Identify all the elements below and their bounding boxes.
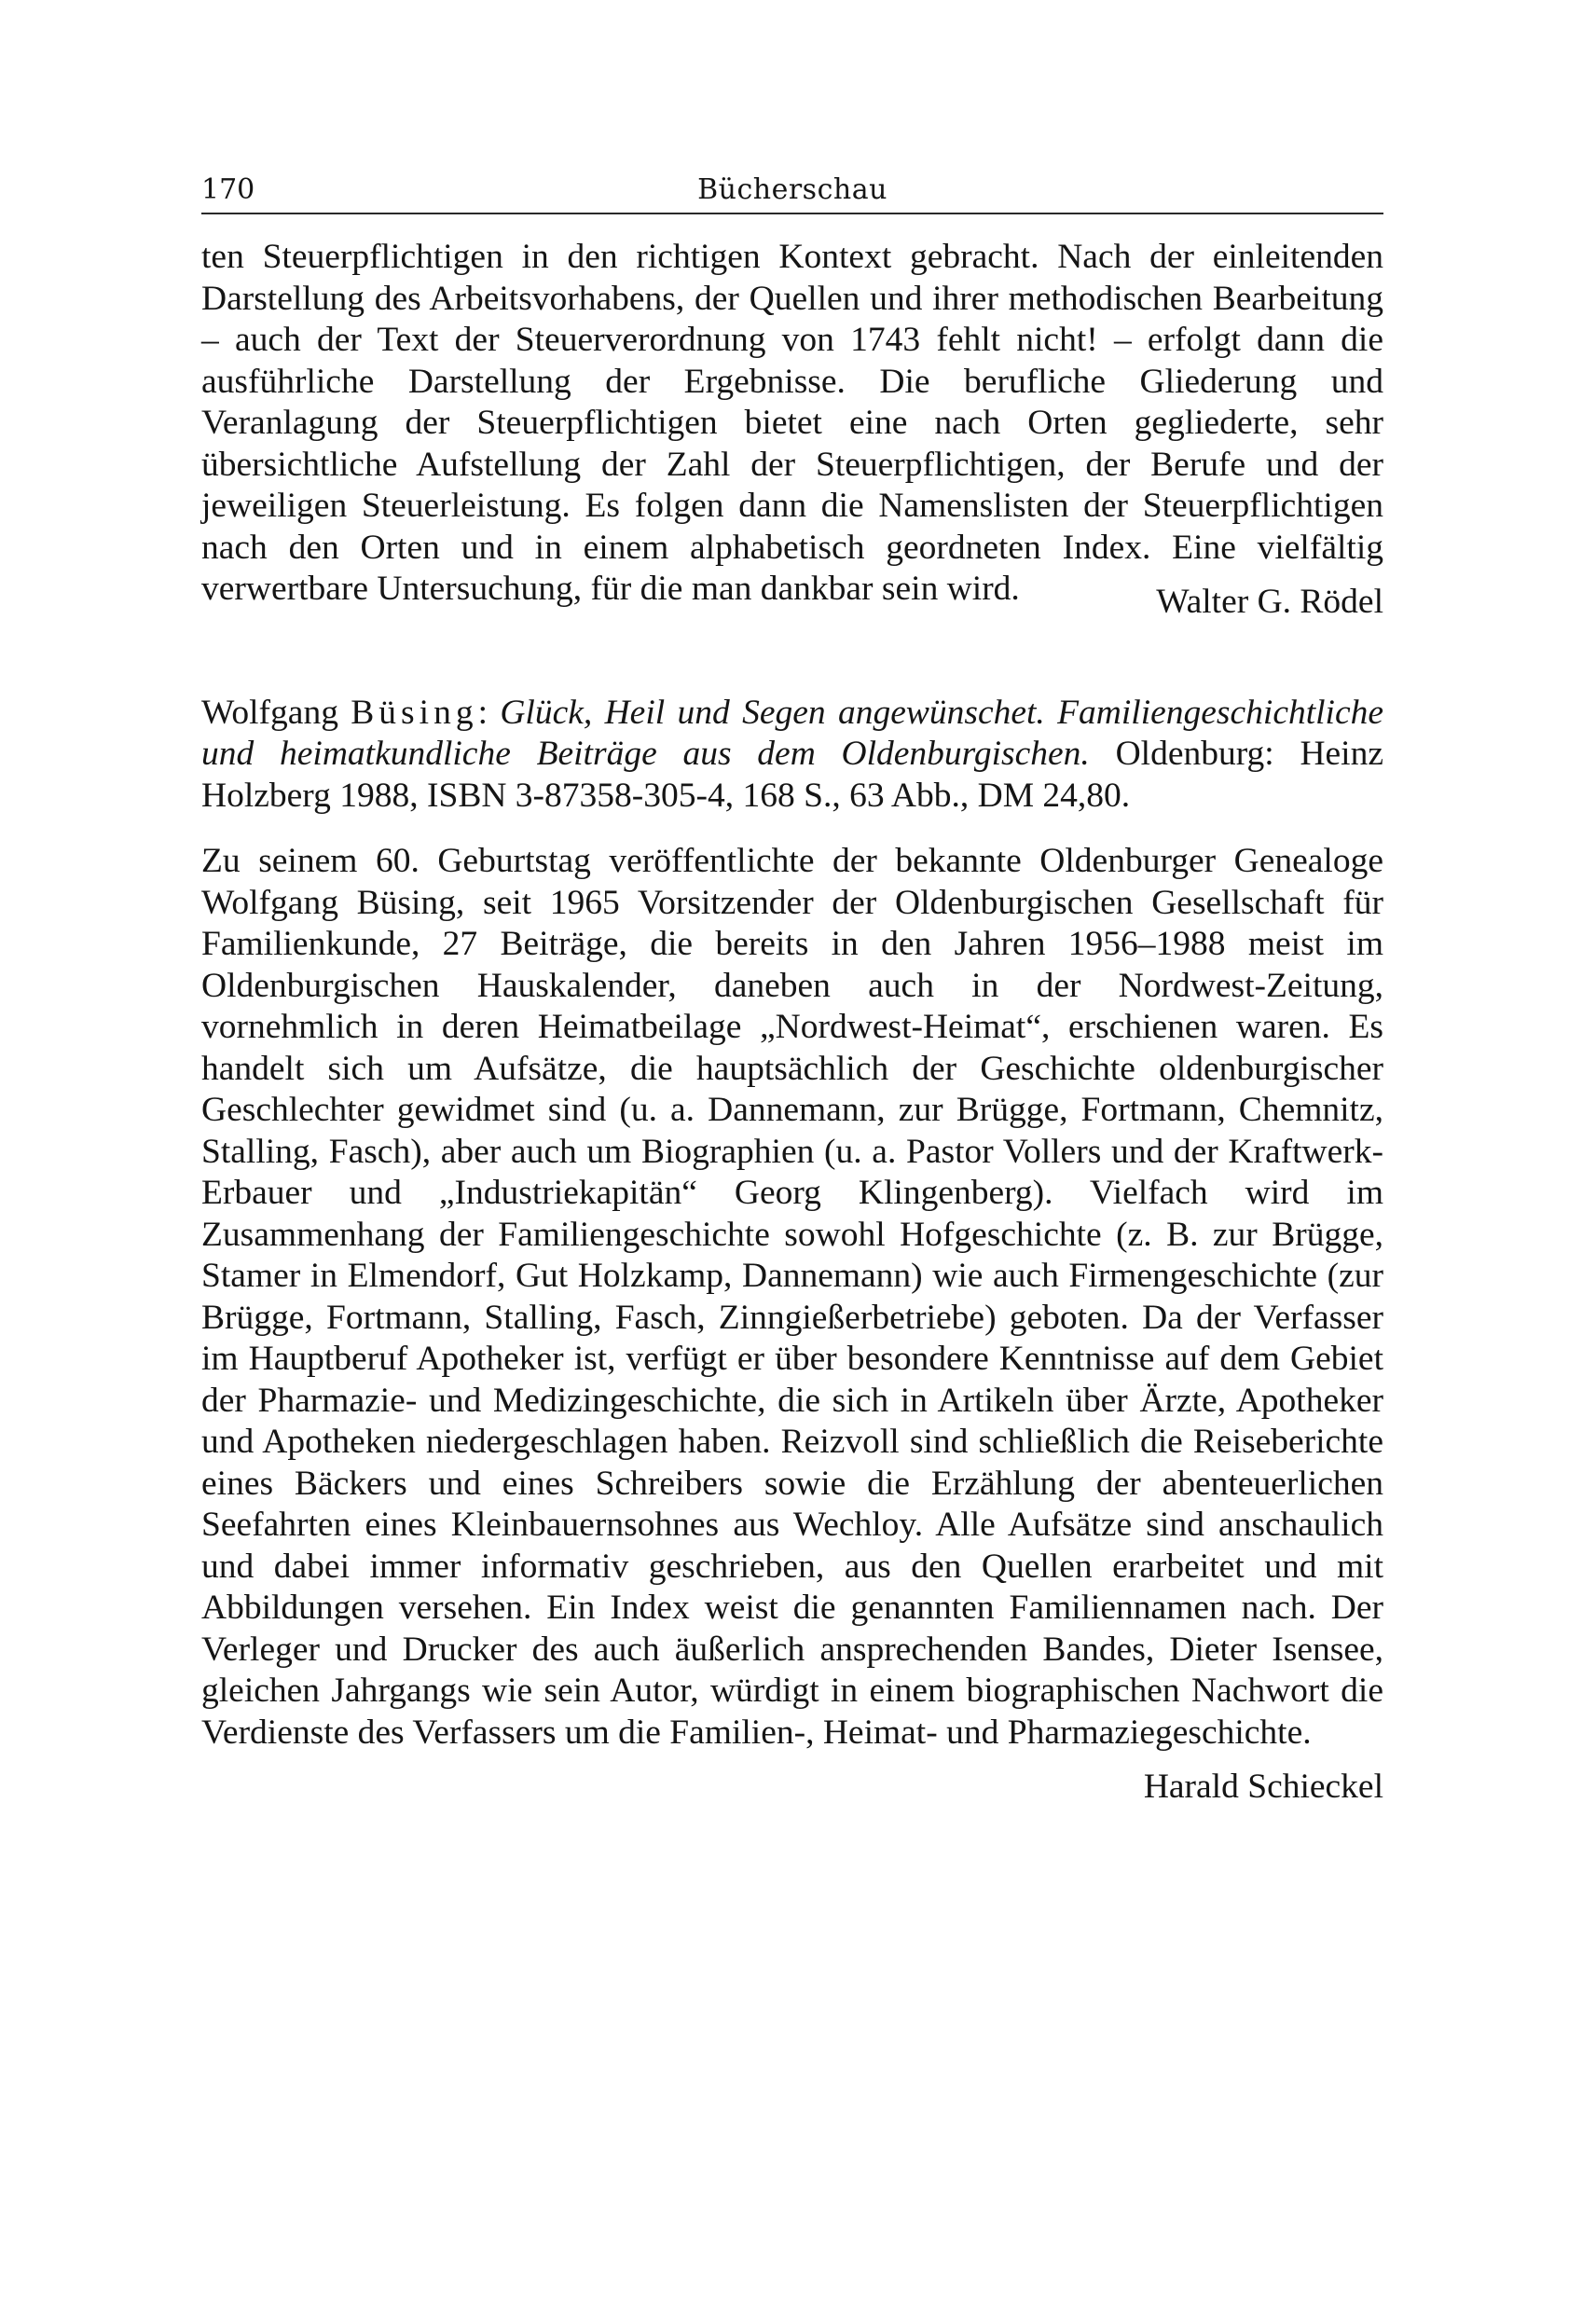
- page-number: 170: [201, 173, 255, 206]
- citation-author-first: Wolfgang: [201, 693, 338, 732]
- citation-author-last: Büsing: [351, 693, 478, 732]
- citation-book-title: Glück, Heil und Segen angewünschet. Familiengeschichtliche und heimatkundliche Beiträge aus dem Oldenburgischen.: [201, 693, 1384, 773]
- book-review: [201, 841, 1383, 1806]
- citation-publication: Oldenburg: Heinz Holzberg 1988, ISBN 3-87358-305-4, 168 S., 63 Abb., DM 24,80.: [201, 735, 1383, 815]
- document-page: [201, 168, 1384, 1806]
- reviewer-signature: Harald Schieckel: [1143, 1768, 1383, 1806]
- review-text: ten Steuerpflichtigen in den richtigen Kontext gebracht. Nach der einleitenden Darstellung des Arbeitsvorhabens, der Quellen und ihrer methodischen Bearbeitung – auch der Text der Steuerverordnung von 1743 fehlt nicht! – erfolgt dann die ausführliche Darstellung der Ergebnisse. Die berufliche Gliederung und Veranlagung der Steuerpflichtigen bietet eine nach Orten gegliederte, sehr übersichtliche Aufstellung der Zahl der Steuerpflichtigen, der Berufe und der jeweiligen Steuerleistung. Es folgen dann die Namenslisten der Steuerpflichtigen nach den Orten und in einem alphabetisch geordneten Index. Eine vielfältig verwertbare Untersuchung, für die man dankbar sein wird.: [201, 238, 1383, 608]
- book-citation: [201, 693, 1383, 818]
- reviewer-signature: Walter G. Rödel: [1156, 583, 1383, 621]
- citation-separator: :: [477, 693, 488, 732]
- section-title: Bücherschau: [697, 173, 887, 206]
- running-header: [201, 168, 1383, 214]
- review-text: Zu seinem 60. Geburtstag veröffentlichte der bekannte Oldenburger Genealoge Wolfgang Büsing, seit 1965 Vorsitzender der Oldenburgischen Gesellschaft für Familienkunde, 27 Beiträge, die bereits in den Jahren 1956–1988 meist im Oldenburgischen Hauskalender, daneben auch in der Nordwest-Zeitung, vornehmlich in deren Heimatbeilage „Nordwest-Heimat“, erschienen waren. Es handelt sich um Aufsätze, die hauptsächlich der Geschichte oldenburgischer Geschlechter gewidmet sind (u. a. Dannemann, zur Brügge, Fortmann, Chemnitz, Stalling, Fasch), aber auch um Biographien (u. a. Pastor Vollers und der Kraftwerk-Erbauer und „Industriekapitän“ Georg Klingenberg). Vielfach wird im Zusammenhang der Familiengeschichte sowohl Hofgeschichte (z. B. zur Brügge, Stamer in Elmendorf, Gut Holzkamp, Dannemann) wie auch Firmengeschichte (zur Brügge, Fortmann, Stalling, Fasch, Zinngießerbetriebe) geboten. Da der Verfasser im Hauptberuf Apotheker ist, verfügt er über besondere Kenntnisse auf dem Gebiet der Pharmazie- und Medizingeschichte, die sich in Artikeln über Ärzte, Apotheker und Apotheken niedergeschlagen haben. Reizvoll sind schließlich die Reiseberichte eines Bäckers und eines Schreibers sowie die Erzählung der abenteuerlichen Seefahrten eines Kleinbauernsohnes aus Wechloy. Alle Aufsätze sind anschaulich und dabei immer informativ geschrieben, aus den Quellen erarbeitet und mit Abbildungen versehen. Ein Index weist die genannten Familiennamen nach. Der Verleger und Drucker des auch äußerlich ansprechenden Bandes, Dieter Isensee, gleichen Jahrgangs wie sein Autor, würdigt in einem biographischen Nachwort die Verdienste des Verfassers um die Familien-, Heimat- und Pharmaziegeschichte.: [201, 842, 1383, 1752]
- review-continuation: [201, 237, 1383, 621]
